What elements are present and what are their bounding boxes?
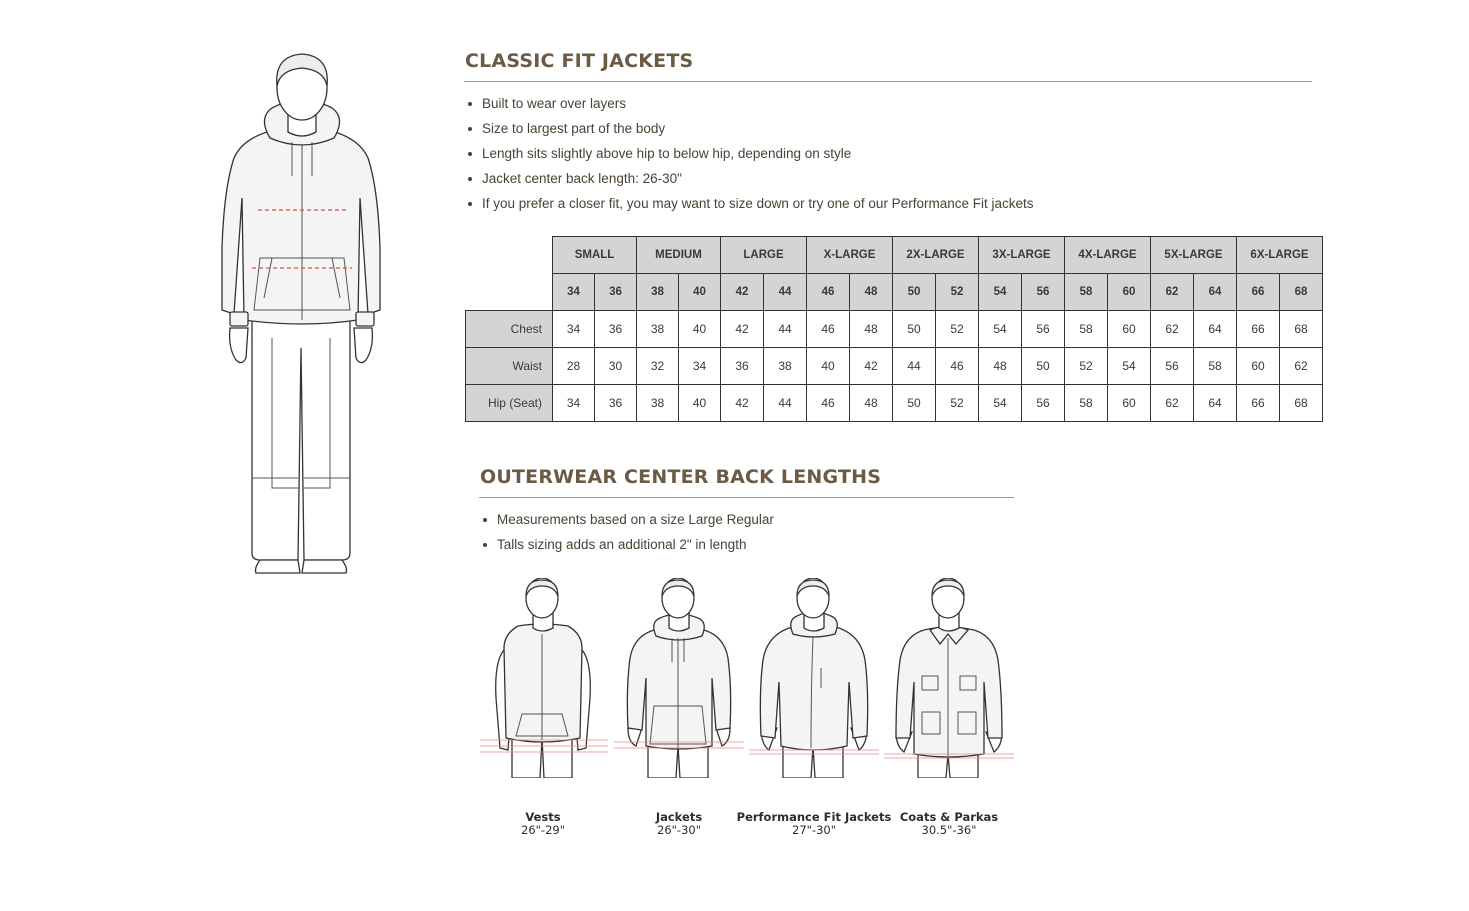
section-divider	[464, 81, 1312, 82]
table-cell: 48	[979, 348, 1022, 385]
size-number: 68	[1280, 274, 1323, 311]
table-cell: 40	[807, 348, 850, 385]
table-row	[466, 385, 1323, 422]
size-header: MEDIUM	[637, 237, 721, 274]
table-cell: 52	[936, 385, 979, 422]
row-label-waist: Waist	[466, 348, 553, 385]
size-number: 44	[764, 274, 807, 311]
table-cell: 56	[1151, 348, 1194, 385]
row-label-chest: Chest	[466, 311, 553, 348]
size-number: 34	[553, 274, 595, 311]
bullet-item: Talls sizing adds an additional 2" in length	[480, 532, 774, 557]
outerwear-bullet-list	[480, 507, 774, 557]
size-number: 36	[595, 274, 637, 311]
size-header: X-LARGE	[807, 237, 893, 274]
figure-length: 30.5"-36"	[921, 823, 977, 837]
table-cell: 60	[1108, 311, 1151, 348]
table-cell: 42	[721, 311, 764, 348]
table-cell: 36	[595, 311, 637, 348]
table-cell: 46	[807, 385, 850, 422]
section-title-classic-fit: CLASSIC FIT JACKETS	[465, 50, 694, 72]
figure-length: 26"-30"	[657, 823, 701, 837]
bullet-item: Length sits slightly above hip to below hip, depending on style	[465, 141, 1033, 166]
figure-length: 27"-30"	[792, 823, 836, 837]
table-cell: 60	[1237, 348, 1280, 385]
table-cell: 68	[1280, 311, 1323, 348]
table-row	[466, 311, 1323, 348]
size-header: 3X-LARGE	[979, 237, 1065, 274]
table-cell: 36	[595, 385, 637, 422]
table-cell: 44	[764, 311, 807, 348]
table-cell: 30	[595, 348, 637, 385]
table-cell: 52	[1065, 348, 1108, 385]
table-cell: 58	[1194, 348, 1237, 385]
table-cell: 64	[1194, 311, 1237, 348]
table-cell: 62	[1151, 311, 1194, 348]
table-cell: 60	[1108, 385, 1151, 422]
table-cell: 48	[850, 385, 893, 422]
table-cell: 56	[1022, 385, 1065, 422]
figure-name: Jackets	[655, 810, 703, 824]
figure-name: Performance Fit Jackets	[736, 810, 892, 824]
size-number: 56	[1022, 274, 1065, 311]
table-cell: 64	[1194, 385, 1237, 422]
table-cell: 42	[721, 385, 764, 422]
table-cell: 46	[807, 311, 850, 348]
table-cell: 54	[979, 311, 1022, 348]
bullet-item: Jacket center back length: 26-30"	[465, 166, 1033, 191]
size-number: 58	[1065, 274, 1108, 311]
bullet-item: Size to largest part of the body	[465, 116, 1033, 141]
table-cell: 50	[1022, 348, 1065, 385]
vest-figure-icon	[478, 578, 608, 778]
size-number: 40	[679, 274, 721, 311]
table-cell: 34	[679, 348, 721, 385]
size-number: 42	[721, 274, 764, 311]
size-number: 66	[1237, 274, 1280, 311]
section-divider	[479, 497, 1014, 498]
size-header: 2X-LARGE	[893, 237, 979, 274]
table-cell: 28	[553, 348, 595, 385]
table-cell: 32	[637, 348, 679, 385]
table-corner	[466, 237, 553, 274]
table-cell: 48	[850, 311, 893, 348]
size-number: 46	[807, 274, 850, 311]
table-cell: 66	[1237, 385, 1280, 422]
size-header-row	[466, 237, 1323, 274]
bullet-item: Measurements based on a size Large Regular	[480, 507, 774, 532]
table-cell: 58	[1065, 385, 1108, 422]
size-number: 54	[979, 274, 1022, 311]
table-cell: 44	[893, 348, 936, 385]
table-cell: 68	[1280, 385, 1323, 422]
hooded-jacket-figure-icon	[212, 48, 392, 580]
table-cell: 46	[936, 348, 979, 385]
table-cell: 38	[764, 348, 807, 385]
figure-name: Coats & Parkas	[899, 810, 999, 824]
size-header: 5X-LARGE	[1151, 237, 1237, 274]
size-number: 64	[1194, 274, 1237, 311]
table-corner	[466, 274, 553, 311]
size-number: 52	[936, 274, 979, 311]
row-label-hip: Hip (Seat)	[466, 385, 553, 422]
size-chart-table	[465, 236, 1323, 422]
figure-label-coats-parkas	[869, 811, 1029, 837]
size-number: 38	[637, 274, 679, 311]
table-cell: 58	[1065, 311, 1108, 348]
table-cell: 54	[979, 385, 1022, 422]
size-number-row	[466, 274, 1323, 311]
size-header: 6X-LARGE	[1237, 237, 1323, 274]
table-cell: 36	[721, 348, 764, 385]
size-header: 4X-LARGE	[1065, 237, 1151, 274]
size-number: 62	[1151, 274, 1194, 311]
table-cell: 42	[850, 348, 893, 385]
figure-length: 26"-29"	[521, 823, 565, 837]
table-cell: 54	[1108, 348, 1151, 385]
figure-name: Vests	[525, 810, 561, 824]
section-title-outerwear: OUTERWEAR CENTER BACK LENGTHS	[480, 466, 882, 488]
coat-figure-icon	[884, 578, 1014, 778]
table-cell: 34	[553, 385, 595, 422]
table-cell: 40	[679, 311, 721, 348]
table-row	[466, 348, 1323, 385]
table-cell: 50	[893, 385, 936, 422]
size-number: 60	[1108, 274, 1151, 311]
size-number: 48	[850, 274, 893, 311]
bullet-item: If you prefer a closer fit, you may want to size down or try one of our Performance Fit jackets	[465, 191, 1033, 216]
performance-jacket-figure-icon	[749, 578, 879, 778]
table-cell: 66	[1237, 311, 1280, 348]
size-header: LARGE	[721, 237, 807, 274]
table-cell: 56	[1022, 311, 1065, 348]
size-header: SMALL	[553, 237, 637, 274]
classic-fit-bullet-list	[465, 91, 1033, 216]
table-cell: 38	[637, 311, 679, 348]
table-cell: 62	[1151, 385, 1194, 422]
table-cell: 62	[1280, 348, 1323, 385]
table-cell: 44	[764, 385, 807, 422]
table-cell: 50	[893, 311, 936, 348]
table-cell: 40	[679, 385, 721, 422]
table-cell: 52	[936, 311, 979, 348]
table-cell: 34	[553, 311, 595, 348]
bullet-item: Built to wear over layers	[465, 91, 1033, 116]
table-cell: 38	[637, 385, 679, 422]
jacket-figure-icon	[614, 578, 744, 778]
size-number: 50	[893, 274, 936, 311]
